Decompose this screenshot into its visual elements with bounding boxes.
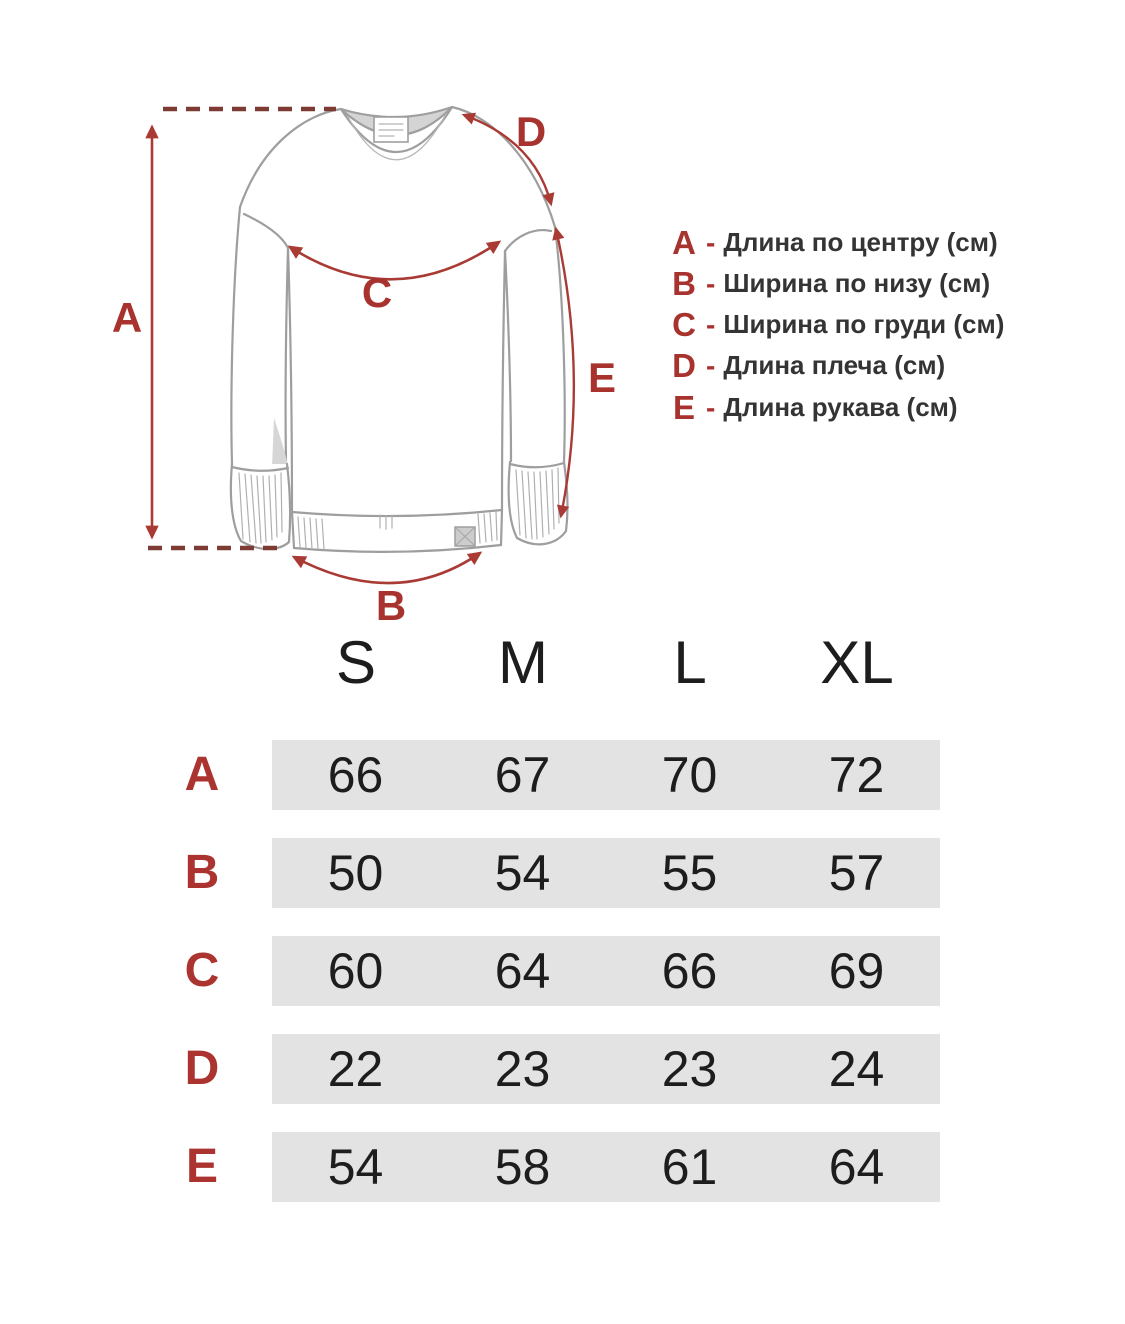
cell-e-s: 54: [327, 1139, 384, 1195]
cell-c-s: 60: [327, 943, 384, 999]
size-column-header-s: S: [335, 629, 377, 696]
cell-b-s: 50: [327, 845, 384, 901]
cell-a-m: 67: [494, 747, 551, 803]
cell-b-xl: 57: [828, 845, 885, 901]
diagram-label-c: C: [361, 269, 393, 316]
diagram-label-a: A: [111, 294, 143, 341]
diagram-label-e: E: [587, 354, 617, 401]
cell-c-l: 66: [661, 943, 718, 999]
cell-b-l: 55: [661, 845, 718, 901]
legend-dash: -: [706, 309, 716, 340]
row-label-c: C: [184, 944, 220, 997]
cell-b-m: 54: [494, 845, 551, 901]
cell-c-m: 64: [494, 943, 551, 999]
cell-a-s: 66: [327, 747, 384, 803]
legend-letter: A: [672, 224, 696, 261]
cell-c-xl: 69: [828, 943, 885, 999]
cell-d-s: 22: [327, 1041, 384, 1097]
table-row: [272, 740, 940, 810]
legend-letter: C: [672, 306, 696, 343]
legend-dash: -: [706, 392, 716, 423]
cell-d-l: 23: [661, 1041, 718, 1097]
row-label-e: E: [185, 1140, 218, 1193]
diagram-label-d: D: [515, 108, 547, 155]
legend-text: Длина плеча (см): [723, 350, 946, 380]
legend-text: Длина по центру (см): [723, 227, 998, 257]
legend-text: Ширина по низу (см): [723, 268, 991, 298]
size-column-header-m: M: [498, 629, 548, 696]
legend-text: Длина рукава (см): [723, 392, 958, 422]
table-row: [272, 838, 940, 908]
cell-e-xl: 64: [828, 1139, 885, 1195]
table-row: [272, 936, 940, 1006]
size-column-header-xl: XL: [820, 629, 894, 696]
cell-d-m: 23: [494, 1041, 551, 1097]
table-row: [272, 1034, 940, 1104]
cell-d-xl: 24: [828, 1041, 885, 1097]
cell-e-m: 58: [494, 1139, 551, 1195]
legend-letter: D: [672, 347, 696, 384]
row-label-d: D: [184, 1042, 220, 1095]
legend-text: Ширина по груди (см): [723, 309, 1005, 339]
legend-dash: -: [706, 350, 716, 381]
legend-dash: -: [706, 227, 716, 258]
size-column-header-l: L: [673, 629, 707, 696]
legend-letter: E: [672, 389, 695, 426]
legend-dash: -: [706, 268, 716, 299]
cell-e-l: 61: [661, 1139, 718, 1195]
diagram-label-b: B: [375, 582, 407, 629]
cell-a-xl: 72: [828, 747, 885, 803]
legend-letter: B: [672, 265, 696, 302]
cell-a-l: 70: [661, 747, 718, 803]
row-label-a: A: [184, 748, 220, 801]
row-label-b: B: [184, 846, 220, 899]
table-row: [272, 1132, 940, 1202]
